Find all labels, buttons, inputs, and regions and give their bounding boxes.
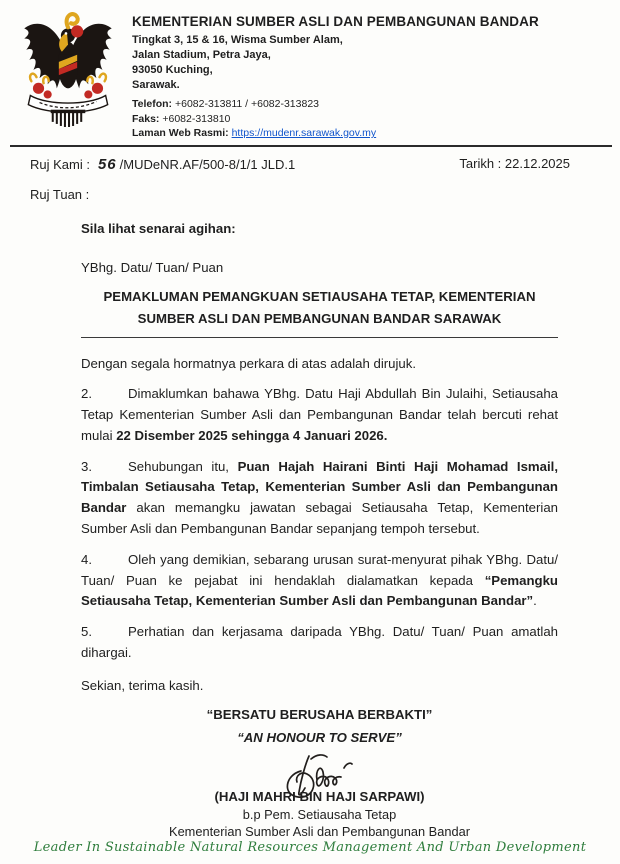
letterhead bbox=[0, 0, 620, 141]
tarikh-label: Tarikh : bbox=[459, 155, 502, 171]
paragraph-bold-text: 22 Disember 2025 sehingga 4 Januari 2026. bbox=[116, 427, 388, 443]
ruj-kami-value: /MUDeNR.AF/500-8/1/1 JLD.1 bbox=[119, 156, 296, 172]
ministry-name: KEMENTERIAN SUMBER ASLI DAN PEMBANGUNAN BANDAR bbox=[132, 14, 539, 29]
paragraph-5 bbox=[81, 622, 558, 664]
fax-value: +6082-313810 bbox=[162, 112, 231, 125]
fax-label: Faks: bbox=[132, 112, 160, 125]
signatory-name: (HAJI MAHRI BIN HAJI SARPAWI) bbox=[214, 788, 425, 804]
sarawak-coat-of-arms-logo bbox=[16, 8, 120, 141]
paragraph-2 bbox=[81, 384, 558, 446]
contact-block bbox=[132, 97, 539, 141]
tarikh bbox=[459, 156, 570, 173]
paragraph-number: 2. bbox=[81, 386, 92, 402]
address-line: Jalan Stadium, Petra Jaya, bbox=[132, 49, 271, 61]
subject-line-1: PEMAKLUMAN PEMANGKUAN SETIAUSAHA TETAP, KEMENTERIAN bbox=[103, 288, 536, 304]
paragraph-bold-text: Puan Hajah Hairani Binti Haji Mohamad Ismail, Timbalan Setiausaha Tetap, Kementerian Sumber Asli dan Pembangunan Bandar bbox=[81, 458, 558, 516]
paragraph-text: Perhatian dan kerjasama daripada YBhg. Datu/ Tuan/ Puan amatlah dihargai. bbox=[81, 624, 558, 661]
phone-line bbox=[132, 97, 539, 112]
subject-title bbox=[81, 286, 558, 338]
website-link[interactable]: https://mudenr.sarawak.gov.my bbox=[231, 127, 377, 139]
paragraph-4 bbox=[81, 550, 558, 612]
fax-line bbox=[132, 112, 539, 127]
paragraph-text: Sehubungan itu, bbox=[128, 458, 238, 474]
footer-tagline: Leader In Sustainable Natural Resources Management And Urban Development bbox=[33, 840, 587, 855]
closing-line: Sekian, terima kasih. bbox=[81, 677, 204, 693]
address-line: Tingkat 3, 15 & 16, Wisma Sumber Alam, bbox=[132, 34, 343, 46]
header-divider bbox=[10, 145, 612, 147]
phone-label: Telefon: bbox=[132, 98, 173, 110]
paragraph-number: 5. bbox=[81, 624, 92, 640]
distribution-note: Sila lihat senarai agihan: bbox=[81, 220, 236, 236]
paragraph-number: 4. bbox=[81, 551, 92, 567]
paragraph-text: Oleh yang demikian, sebarang urusan surat-menyurat pihak YBhg. Datu/ Tuan/ Puan ke pejabat ini hendaklah dialamatkan kepada bbox=[81, 551, 558, 588]
signature-block bbox=[81, 750, 558, 788]
reference-row bbox=[30, 156, 570, 173]
salutation: YBhg. Datu/ Tuan/ Puan bbox=[81, 259, 224, 275]
letter-body bbox=[81, 221, 558, 840]
paragraph-3 bbox=[81, 457, 558, 540]
ruj-tuan: Ruj Tuan : bbox=[30, 186, 90, 202]
paragraph-1: Dengan segala hormatnya perkara di atas adalah dirujuk. bbox=[81, 355, 417, 371]
motto-english: “AN HONOUR TO SERVE” bbox=[237, 729, 402, 745]
ruj-kami-label: Ruj Kami : bbox=[30, 156, 90, 172]
paragraph-number: 3. bbox=[81, 458, 92, 474]
address-line: 93050 Kuching, bbox=[132, 64, 213, 76]
tarikh-value: 22.12.2025 bbox=[504, 155, 570, 171]
paragraph-bold-text: “Pemangku Setiausaha Tetap, Kementerian Sumber Asli dan Pembangunan Bandar” bbox=[81, 572, 558, 609]
paragraph-text: akan memangku jawatan sebagai Setiausaha Tetap, Kementerian Sumber Asli dan Pembangunan Bandar sepanjang tempoh tersebut. bbox=[81, 500, 558, 537]
paragraph-text: . bbox=[533, 593, 537, 609]
signatory-organisation: Kementerian Sumber Asli dan Pembangunan Bandar bbox=[169, 823, 470, 839]
website-line bbox=[132, 126, 539, 141]
ruj-kami bbox=[30, 156, 295, 173]
letterhead-text bbox=[132, 8, 539, 141]
subject-line-2: SUMBER ASLI DAN PEMBANGUNAN BANDAR SARAWAK bbox=[137, 310, 502, 326]
signatory-title: b.p Pem. Setiausaha Tetap bbox=[242, 806, 397, 822]
sarawak-crest-icon bbox=[16, 8, 120, 128]
ruj-kami-handwritten-number: 56 bbox=[97, 155, 117, 173]
address-line: Sarawak. bbox=[132, 79, 180, 91]
motto-malay: “BERSATU BERUSAHA BERBAKTI” bbox=[206, 706, 433, 722]
website-label: Laman Web Rasmi: bbox=[132, 127, 229, 139]
phone-value: +6082-313811 / +6082-313823 bbox=[174, 98, 320, 110]
paragraph-text: Dimaklumkan bahawa YBhg. Datu Haji Abdullah Bin Julaihi, Setiausaha Tetap Kementerian Sumber Asli dan Pembangunan Bandar telah bercuti rehat mulai bbox=[81, 386, 558, 443]
